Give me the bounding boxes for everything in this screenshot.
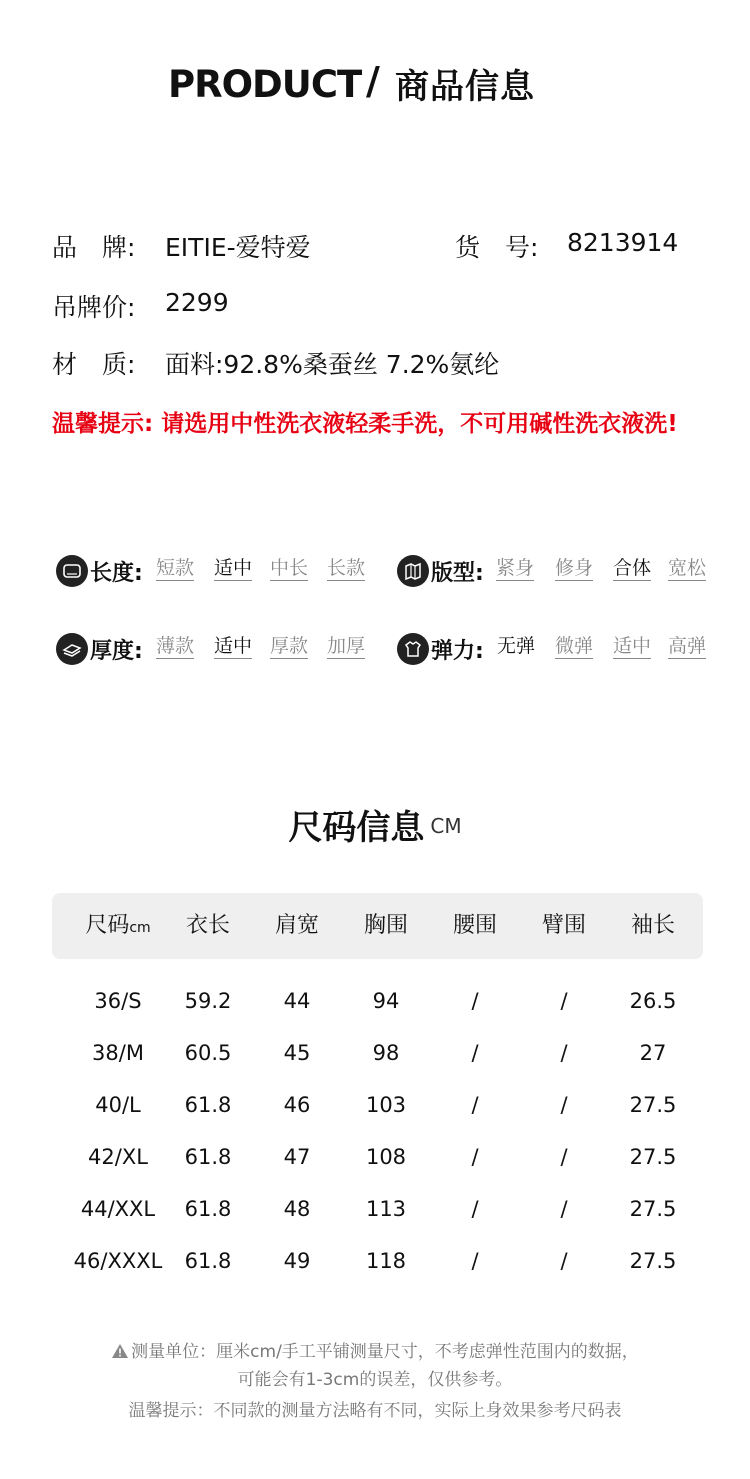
fit-icon [397,555,429,587]
cell-chest: 113 [365,1197,407,1221]
cell-shoulder: 48 [283,1197,311,1221]
elasticity-option-medium: 适中 [613,635,652,657]
care-notice: 温馨提示: 请选用中性洗衣液轻柔手洗，不可用碱性洗衣液洗! [52,411,678,437]
size-info-title-label: 尺码信息 [288,808,425,848]
cell-waist: / [471,1093,479,1117]
elasticity-option-slight: 微弹 [555,635,594,657]
header-length: 衣长 [185,913,230,938]
cell-size: 40/L [95,1093,141,1117]
cell-chest: 118 [365,1249,407,1273]
header-size: 尺码cm [85,913,151,938]
thickness-label: 厚度: [90,639,143,664]
cell-sleeve: 27 [639,1041,667,1065]
thickness-icon [56,633,88,665]
brand-label: 品 牌: [52,233,136,262]
table-row [52,975,703,1027]
sku-label: 货 号: [455,233,539,262]
brand-value: EITIE-爱特爱 [165,233,311,262]
cell-size: 46/XXXL [73,1249,163,1273]
cell-arm: / [560,1093,568,1117]
cell-shoulder: 46 [283,1093,311,1117]
cell-waist: / [471,1041,479,1065]
thickness-option-thick: 厚款 [270,635,309,657]
cell-waist: / [471,1197,479,1221]
length-option-short: 短款 [156,557,195,579]
cell-chest: 103 [365,1093,407,1117]
cell-length: 59.2 [184,989,232,1013]
cell-size: 36/S [94,989,142,1013]
price-value: 2299 [165,288,229,317]
thickness-option-extra-thick: 加厚 [327,635,366,657]
header-chest: 胸围 [363,913,408,938]
attribute-thickness [56,631,376,667]
page-header [0,55,750,110]
cell-sleeve: 26.5 [629,989,677,1013]
length-icon [56,555,88,587]
fit-option-regular: 合体 [613,557,652,579]
header-arm: 臂围 [541,913,586,938]
size-info-title [0,800,750,856]
material-value: 面料:92.8%桑蚕丝 7.2%氨纶 [165,350,500,379]
header-size-unit: cm [129,920,151,936]
cell-arm: / [560,1249,568,1273]
table-row [52,1131,703,1183]
attribute-elasticity [397,631,717,667]
fit-option-tight: 紧身 [496,557,535,579]
cell-shoulder: 45 [283,1041,311,1065]
cell-arm: / [560,1145,568,1169]
cell-length: 61.8 [184,1197,232,1221]
header-title-en: PRODUCT [168,63,362,106]
table-row [52,1079,703,1131]
header-title-cn: 商品信息 [395,67,535,107]
cell-length: 60.5 [184,1041,232,1065]
cell-waist: / [471,989,479,1013]
cell-length: 61.8 [184,1249,232,1273]
elasticity-label: 弹力: [431,639,484,664]
cell-chest: 108 [365,1145,407,1169]
header-shoulder: 肩宽 [274,913,319,938]
cell-chest: 98 [372,1041,400,1065]
cell-chest: 94 [372,989,400,1013]
cell-arm: / [560,1041,568,1065]
length-option-long: 长款 [327,557,366,579]
sku-value: 8213914 [567,228,679,257]
length-option-regular: 适中 [214,557,253,579]
cell-sleeve: 27.5 [629,1249,677,1273]
attribute-fit [397,553,717,589]
header-sleeve: 袖长 [630,913,675,938]
cell-waist: / [471,1249,479,1273]
footnote-line-3: 温馨提示：不同款的测量方法略有不同，实际上身效果参考尺码表 [128,1401,622,1421]
cell-waist: / [471,1145,479,1169]
cell-length: 61.8 [184,1093,232,1117]
table-row [52,1027,703,1079]
header-separator: / [366,59,380,103]
table-row [52,1235,703,1287]
price-label: 吊牌价: [52,293,136,322]
cell-shoulder: 44 [283,989,311,1013]
length-option-midlong: 中长 [270,557,309,579]
cell-sleeve: 27.5 [629,1093,677,1117]
footnote-line-2: 可能会有1-3cm的误差，仅供参考。 [237,1370,513,1390]
cell-size: 42/XL [88,1145,148,1169]
cell-sleeve: 27.5 [629,1145,677,1169]
length-label: 长度: [90,561,143,586]
thickness-option-regular: 适中 [214,635,253,657]
size-info-title-unit: CM [430,814,462,838]
cell-arm: / [560,989,568,1013]
thickness-option-thin: 薄款 [156,635,195,657]
cell-sleeve: 27.5 [629,1197,677,1221]
cell-size: 38/M [92,1041,144,1065]
cell-shoulder: 49 [283,1249,311,1273]
elasticity-option-none: 无弹 [497,635,536,657]
footnote-line-1: 测量单位：厘米cm/手工平铺测量尺寸，不考虑弹性范围内的数据， [0,1337,750,1362]
fit-label: 版型: [431,561,484,586]
cell-length: 61.8 [184,1145,232,1169]
attribute-length [56,553,376,589]
cell-arm: / [560,1197,568,1221]
fit-option-slim: 修身 [555,557,594,579]
elasticity-option-high: 高弹 [668,635,707,657]
cell-size: 44/XXL [80,1197,156,1221]
header-waist: 腰围 [452,913,497,938]
material-label: 材 质: [52,350,136,379]
table-row [52,1183,703,1235]
elasticity-icon [397,633,429,665]
warning-icon [111,1343,129,1359]
size-table-header [52,893,703,959]
cell-shoulder: 47 [283,1145,311,1169]
fit-option-loose: 宽松 [668,557,707,579]
